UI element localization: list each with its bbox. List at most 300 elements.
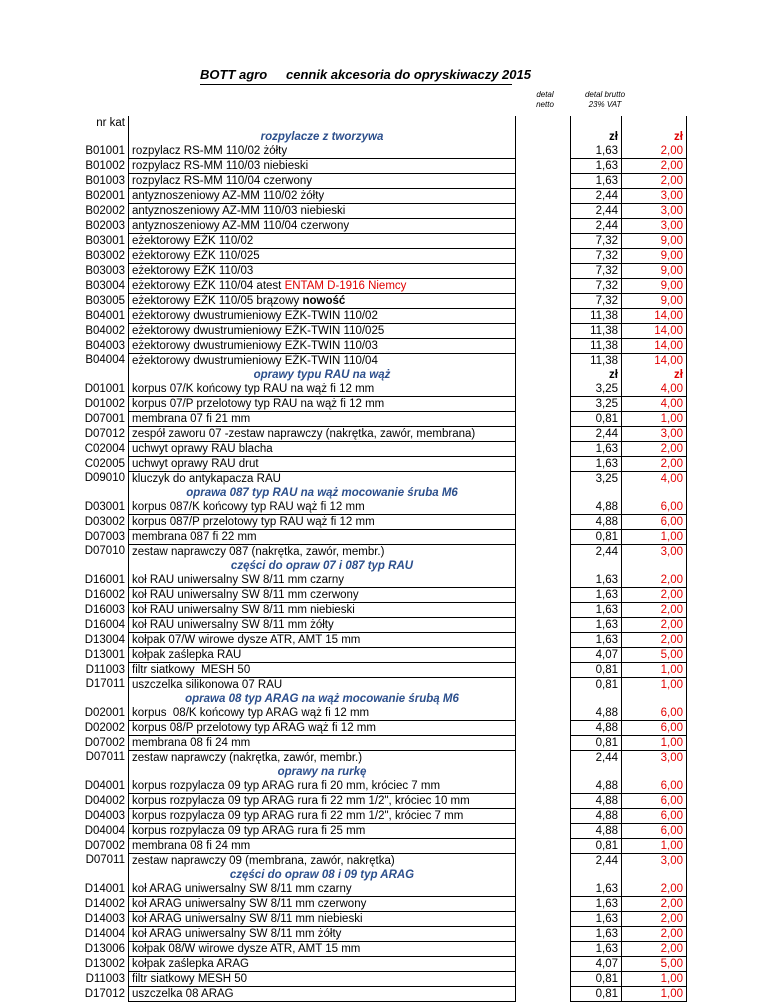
item-code: C02004	[84, 442, 125, 455]
table-row	[74, 912, 687, 927]
item-code	[74, 868, 129, 882]
gross-price: 14,00	[622, 309, 687, 324]
item-description-text: membrana 07 fi 21 mm	[132, 412, 251, 425]
spacer-cell	[516, 515, 571, 530]
item-code	[74, 368, 129, 382]
spacer-cell	[516, 706, 571, 721]
item-description	[129, 189, 516, 204]
table-row	[74, 515, 687, 530]
gross-price	[622, 486, 687, 500]
item-description	[129, 472, 516, 487]
net-price: 0,81	[571, 987, 622, 1002]
spacer-cell	[516, 324, 571, 339]
item-description	[129, 794, 516, 809]
net-price: 2,44	[571, 854, 622, 869]
item-description-text: kołpak 08/W wirowe dysze ATR, AMT 15 mm	[132, 942, 361, 955]
table-row	[74, 721, 687, 736]
table-row	[74, 144, 687, 159]
gross-price: 9,00	[622, 279, 687, 294]
item-description-text: membrana 08 fi 24 mm	[132, 736, 251, 749]
item-description	[129, 751, 516, 766]
spacer-cell	[516, 339, 571, 354]
table-row	[74, 427, 687, 442]
gross-price: 3,00	[622, 545, 687, 560]
item-description	[129, 678, 516, 693]
spacer-cell	[516, 174, 571, 189]
spacer-cell	[516, 633, 571, 648]
section-title: części do opraw 07 i 087 typ RAU	[129, 559, 516, 573]
spacer-cell	[516, 249, 571, 264]
item-description	[129, 618, 516, 633]
net-price: 11,38	[571, 309, 622, 324]
table-row	[74, 457, 687, 472]
item-description	[129, 854, 516, 869]
spacer-cell	[516, 678, 571, 693]
spacer-cell	[516, 219, 571, 234]
item-description-text: korpus 07/K końcowy typ RAU na wąż fi 12 mm	[132, 382, 375, 395]
spacer-cell	[516, 309, 571, 324]
spacer-cell	[516, 809, 571, 824]
item-code: D14001	[84, 882, 125, 895]
net-price: 1,63	[571, 457, 622, 472]
item-description	[129, 648, 516, 663]
gross-price: 4,00	[622, 382, 687, 397]
spacer-cell	[516, 957, 571, 972]
item-description-text: zestaw naprawczy 09 (membrana, zawór, nakrętka)	[132, 854, 395, 867]
item-code: D09010	[84, 472, 125, 485]
item-description-text: zespół zaworu 07 -zestaw naprawczy (nakrętka, zawór, membrana)	[132, 427, 476, 440]
spacer-cell	[516, 397, 571, 412]
item-description-text: korpus rozpylacza 09 typ ARAG rura fi 22 mm 1/2", króciec 7 mm	[132, 809, 464, 822]
gross-price: 2,00	[622, 633, 687, 648]
table-row	[74, 339, 687, 354]
table-row	[74, 354, 687, 369]
item-description	[129, 219, 516, 234]
gross-price: 3,00	[622, 204, 687, 219]
spacer-cell	[516, 559, 571, 573]
net-price: 7,32	[571, 279, 622, 294]
net-price	[571, 692, 622, 706]
item-description	[129, 706, 516, 721]
gross-price: 3,00	[622, 751, 687, 766]
net-price: 7,32	[571, 234, 622, 249]
item-description-text: eżektorowy dwustrumieniowy EŻK-TWIN 110/03	[132, 339, 378, 352]
item-description-text: korpus 087/K końcowy typ RAU wąż fi 12 mm	[132, 500, 365, 513]
item-description-text: koł RAU uniwersalny SW 8/11 mm czerwony	[132, 588, 359, 601]
spacer-cell	[516, 573, 571, 588]
spacer-cell	[516, 427, 571, 442]
item-description	[129, 972, 516, 987]
item-code: D03002	[84, 515, 125, 528]
spacer-cell	[516, 692, 571, 706]
gross-price: 2,00	[622, 442, 687, 457]
item-description	[129, 354, 516, 369]
item-code: D13004	[84, 633, 125, 646]
net-price: 1,63	[571, 174, 622, 189]
item-code: B04004	[85, 354, 125, 367]
title-underline	[200, 84, 512, 85]
spacer-cell	[516, 130, 571, 144]
gross-price: 14,00	[622, 354, 687, 369]
item-code: B03003	[85, 264, 125, 277]
gross-price: 5,00	[622, 648, 687, 663]
table-row	[74, 854, 687, 869]
table-row	[74, 751, 687, 766]
spacer-cell	[516, 854, 571, 869]
net-price: 1,63	[571, 942, 622, 957]
item-description	[129, 500, 516, 515]
spacer-cell	[516, 382, 571, 397]
gross-price: 9,00	[622, 294, 687, 309]
net-price-header: detal netto	[536, 90, 554, 109]
item-code: B01003	[85, 174, 125, 187]
gross-price: 6,00	[622, 809, 687, 824]
item-description	[129, 573, 516, 588]
gross-price: 4,00	[622, 472, 687, 487]
item-description-text: kołpak zaślepka RAU	[132, 648, 242, 661]
spacer-cell	[516, 663, 571, 678]
item-description-text: zestaw naprawczy 087 (nakrętka, zawór, membr.)	[132, 545, 385, 558]
new-badge: nowość	[302, 294, 346, 307]
spacer-cell	[516, 530, 571, 545]
net-price	[571, 765, 622, 779]
item-description	[129, 382, 516, 397]
item-description	[129, 987, 516, 1002]
spacer-cell	[516, 588, 571, 603]
spacer-cell	[516, 897, 571, 912]
net-price: 1,63	[571, 603, 622, 618]
gross-price	[622, 765, 687, 779]
item-code: D03001	[84, 500, 125, 513]
item-code: D13006	[84, 942, 125, 955]
item-description	[129, 809, 516, 824]
item-code: D07001	[84, 412, 125, 425]
gross-price: 2,00	[622, 174, 687, 189]
gross-price: 2,00	[622, 927, 687, 942]
gross-price: 1,00	[622, 663, 687, 678]
item-description-text: antyznoszeniowy AZ-MM 110/03 niebieski	[132, 204, 346, 217]
item-code: B03004	[85, 279, 125, 292]
table-row	[74, 324, 687, 339]
item-code: D07011	[85, 854, 125, 867]
net-price: 4,88	[571, 824, 622, 839]
company-name: BOTT agro	[200, 67, 268, 82]
spacer-cell	[516, 354, 571, 369]
gross-price: zł	[622, 130, 687, 144]
net-price: 1,63	[571, 442, 622, 457]
item-description-text: eżektorowy dwustrumieniowy EŻK-TWIN 110/04	[132, 354, 378, 367]
spacer-cell	[516, 751, 571, 766]
table-row	[74, 573, 687, 588]
item-code: D14002	[84, 897, 125, 910]
spacer-cell	[516, 189, 571, 204]
item-description	[129, 249, 516, 264]
gross-price: 6,00	[622, 824, 687, 839]
table-row	[74, 588, 687, 603]
spacer-cell	[516, 603, 571, 618]
item-code: D11003	[85, 972, 125, 985]
table-row	[74, 530, 687, 545]
spacer-cell	[516, 942, 571, 957]
spacer-cell	[516, 457, 571, 472]
item-code	[74, 130, 129, 144]
net-price: 3,25	[571, 397, 622, 412]
table-row	[74, 472, 687, 487]
net-price: 2,44	[571, 189, 622, 204]
gross-price: 6,00	[622, 515, 687, 530]
section-title: oprawa 087 typ RAU na wąż mocowanie śruba M6	[129, 486, 516, 500]
gross-price: 6,00	[622, 706, 687, 721]
table-row	[74, 927, 687, 942]
spacer-cell	[516, 972, 571, 987]
item-description	[129, 663, 516, 678]
item-description	[129, 427, 516, 442]
spacer-cell	[516, 765, 571, 779]
item-code: B03002	[85, 249, 125, 262]
gross-price: 2,00	[622, 882, 687, 897]
gross-price: 2,00	[622, 618, 687, 633]
item-code: D07011	[85, 751, 125, 764]
table-header-row	[74, 116, 687, 130]
item-description	[129, 279, 516, 294]
item-code: D16002	[84, 588, 125, 601]
section-title: oprawy typu RAU na wąż	[129, 368, 516, 382]
spacer-cell	[516, 234, 571, 249]
item-code: D14003	[84, 912, 125, 925]
item-description	[129, 736, 516, 751]
net-price: 1,63	[571, 618, 622, 633]
item-code: B04001	[85, 309, 125, 322]
item-description-text: uszczelka silikonowa 07 RAU	[132, 678, 283, 691]
section-row	[74, 486, 687, 500]
certification-note: ENTAM D-1916 Niemcy	[284, 279, 407, 292]
section-title: rozpylacze z tworzywa	[129, 130, 516, 144]
table-row	[74, 648, 687, 663]
net-price: 2,44	[571, 204, 622, 219]
item-description	[129, 927, 516, 942]
item-description-text: membrana 08 fi 24 mm	[132, 839, 251, 852]
spacer-cell	[516, 794, 571, 809]
table-row	[74, 189, 687, 204]
table-row	[74, 987, 687, 1002]
item-description-text: korpus 08/P przelotowy typ ARAG wąż fi 12 mm	[132, 721, 376, 734]
item-description-text: uszczelka 08 ARAG	[132, 987, 234, 1000]
item-description-text: koł ARAG uniwersalny SW 8/11 mm niebieski	[132, 912, 363, 925]
item-description	[129, 144, 516, 159]
item-code: D07003	[84, 530, 125, 543]
table-row	[74, 219, 687, 234]
gross-price: 14,00	[622, 324, 687, 339]
table-row	[74, 824, 687, 839]
gross-price: 1,00	[622, 839, 687, 854]
table-row	[74, 264, 687, 279]
gross-price: 3,00	[622, 189, 687, 204]
item-code: D07012	[84, 427, 125, 440]
gross-price: zł	[622, 368, 687, 382]
table-row	[74, 249, 687, 264]
spacer-cell	[516, 412, 571, 427]
section-title: oprawy na rurkę	[129, 765, 516, 779]
net-price: 1,63	[571, 633, 622, 648]
spacer-cell	[516, 294, 571, 309]
item-code	[74, 692, 129, 706]
net-price: 0,81	[571, 663, 622, 678]
item-description	[129, 824, 516, 839]
table-row	[74, 882, 687, 897]
item-description	[129, 412, 516, 427]
spacer-cell	[516, 472, 571, 487]
item-description-text: zestaw naprawczy (nakrętka, zawór, membr.)	[132, 751, 363, 764]
item-code: D16003	[84, 603, 125, 616]
section-row	[74, 868, 687, 882]
net-price: 0,81	[571, 530, 622, 545]
spacer-cell	[516, 264, 571, 279]
item-description-text: membrana 087 fi 22 mm	[132, 530, 257, 543]
item-description-text: rozpylacz RS-MM 110/02 żółty	[132, 144, 288, 157]
gross-price: 2,00	[622, 159, 687, 174]
item-code	[74, 765, 129, 779]
item-description-text: koł ARAG uniwersalny SW 8/11 mm czerwony	[132, 897, 367, 910]
item-description	[129, 882, 516, 897]
item-description-text: korpus rozpylacza 09 typ ARAG rura fi 22 mm 1/2", króciec 10 mm	[132, 794, 470, 807]
item-code: D14004	[84, 927, 125, 940]
table-row	[74, 545, 687, 560]
item-description-text: korpus rozpylacza 09 typ ARAG rura fi 25 mm	[132, 824, 366, 837]
net-price: 0,81	[571, 412, 622, 427]
item-description-text: koł RAU uniwersalny SW 8/11 mm żółty	[132, 618, 334, 631]
item-description	[129, 174, 516, 189]
gross-price: 2,00	[622, 144, 687, 159]
gross-price: 2,00	[622, 588, 687, 603]
spacer-cell	[516, 204, 571, 219]
net-price: 4,88	[571, 515, 622, 530]
item-code: D13002	[84, 957, 125, 970]
net-price: 3,25	[571, 382, 622, 397]
item-description	[129, 912, 516, 927]
price-table	[74, 116, 687, 1002]
price-list-title: cennik akcesoria do opryskiwaczy 2015	[286, 67, 531, 82]
table-row	[74, 174, 687, 189]
gross-price: 9,00	[622, 264, 687, 279]
net-price: 2,44	[571, 545, 622, 560]
spacer-cell	[516, 159, 571, 174]
net-price: 4,07	[571, 648, 622, 663]
item-description	[129, 324, 516, 339]
gross-price: 9,00	[622, 234, 687, 249]
gross-price: 2,00	[622, 457, 687, 472]
table-row	[74, 279, 687, 294]
table-row	[74, 678, 687, 693]
gross-price: 3,00	[622, 854, 687, 869]
item-description-text: rozpylacz RS-MM 110/03 niebieski	[132, 159, 309, 172]
net-price: 11,38	[571, 324, 622, 339]
net-price: 0,81	[571, 839, 622, 854]
gross-price: 1,00	[622, 987, 687, 1002]
section-row	[74, 559, 687, 573]
item-description-text: eżektorowy EŻK 110/05 brązowy	[132, 294, 303, 307]
net-price: 3,25	[571, 472, 622, 487]
net-price: 0,81	[571, 736, 622, 751]
gross-price: 6,00	[622, 500, 687, 515]
section-row	[74, 692, 687, 706]
item-code: D07010	[84, 545, 125, 558]
table-row	[74, 294, 687, 309]
item-description-text: korpus rozpylacza 09 typ ARAG rura fi 20 mm, króciec 7 mm	[132, 779, 441, 792]
net-price: 1,63	[571, 144, 622, 159]
gross-price: 6,00	[622, 721, 687, 736]
table-row	[74, 809, 687, 824]
column-header-code: nr kat	[96, 116, 125, 129]
item-code: B04003	[85, 339, 125, 352]
item-code: D04004	[84, 824, 125, 837]
spacer-cell	[516, 500, 571, 515]
spacer-cell	[516, 486, 571, 500]
item-code: D01002	[84, 397, 125, 410]
item-description-text: eżektorowy EŻK 110/03	[132, 264, 254, 277]
gross-price: 1,00	[622, 972, 687, 987]
spacer-cell	[516, 368, 571, 382]
spacer-cell	[516, 736, 571, 751]
net-price	[571, 559, 622, 573]
gross-price: 3,00	[622, 427, 687, 442]
item-description-text: eżektorowy EŻK 110/04 atest	[132, 279, 285, 292]
gross-price: 2,00	[622, 573, 687, 588]
table-row	[74, 159, 687, 174]
item-code: B02003	[85, 219, 125, 232]
item-code: D17012	[84, 987, 125, 1000]
item-code: B02001	[85, 189, 125, 202]
table-row	[74, 794, 687, 809]
item-description-text: koł ARAG uniwersalny SW 8/11 mm żółty	[132, 927, 342, 940]
item-description	[129, 397, 516, 412]
spacer-cell	[516, 839, 571, 854]
item-code	[74, 486, 129, 500]
price-table-body	[74, 116, 687, 1002]
item-description-text: uchwyt oprawy RAU blacha	[132, 442, 273, 455]
gross-price: 2,00	[622, 897, 687, 912]
table-row	[74, 603, 687, 618]
item-description	[129, 942, 516, 957]
net-price: 0,81	[571, 972, 622, 987]
item-description	[129, 588, 516, 603]
item-description-text: koł ARAG uniwersalny SW 8/11 mm czarny	[132, 882, 352, 895]
item-code: B01002	[85, 159, 125, 172]
item-description	[129, 442, 516, 457]
net-price: 2,44	[571, 219, 622, 234]
gross-price: 2,00	[622, 942, 687, 957]
net-price: 7,32	[571, 249, 622, 264]
table-row	[74, 897, 687, 912]
section-title: oprawa 08 typ ARAG na wąż mocowanie śrubą M6	[129, 692, 516, 706]
spacer-cell	[516, 882, 571, 897]
item-description	[129, 457, 516, 472]
net-price: 1,63	[571, 897, 622, 912]
gross-price-header: detal brutto 23% VAT	[584, 90, 626, 109]
item-description-text: korpus 08/K końcowy typ ARAG wąż fi 12 mm	[132, 706, 370, 719]
gross-price: 14,00	[622, 339, 687, 354]
spacer-cell	[516, 987, 571, 1002]
spacer-cell	[516, 721, 571, 736]
gross-price: 6,00	[622, 779, 687, 794]
item-code: D11003	[85, 663, 125, 676]
gross-price: 9,00	[622, 249, 687, 264]
gross-price	[622, 868, 687, 882]
spacer-cell	[516, 545, 571, 560]
table-row	[74, 442, 687, 457]
section-row	[74, 368, 687, 382]
spacer-cell	[516, 279, 571, 294]
net-price: 11,38	[571, 339, 622, 354]
